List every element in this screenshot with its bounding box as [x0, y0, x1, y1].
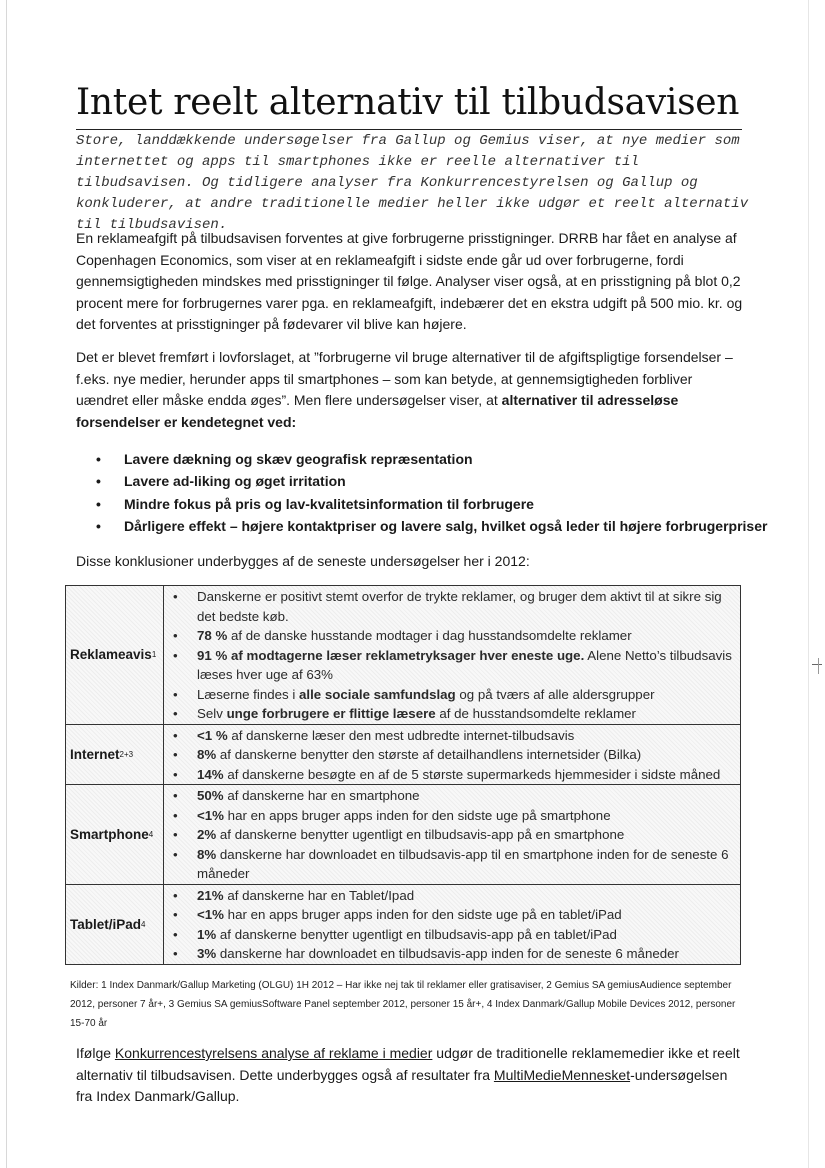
survey-item [164, 626, 740, 646]
survey-item [164, 925, 740, 945]
category-footnote: 1 [151, 650, 157, 660]
bullet-item: • Lavere dækning og skæv geografisk repræsentation [96, 448, 767, 470]
survey-item [164, 745, 740, 765]
item-text: af danskerne benytter ugentligt en tilbudsavis-app på en tablet/iPad [216, 926, 617, 942]
item-text: af danskerne besøgte en af de 5 største supermarkeds hjemmesider i sidste måned [223, 766, 721, 782]
paragraph-lovforslag-text: Det er blevet fremført i lovforslaget, at ”forbrugerne vil bruge alternativer til de afgiftspligtige forsendelser – f.eks. nye medier, herunder apps til smartphones – som kan betyde, at gennemsigtigheden forbliver uændret eller måske endda øges”. Men flere undersøgelser viser, at [76, 349, 733, 409]
category-footnote: 4 [141, 919, 146, 929]
item-bold: 21% [197, 887, 224, 903]
sources-footnote: Kilder: 1 Index Danmark/Gallup Marketing (OLGU) 1H 2012 – Har ikke nej tak til reklamer eller gratisaviser, 2 Gemius SA gemiusAudience september 2012, personer 7 år+, 3 Gemius SA gemiusSoftware Panel september 2012, personer 15 år+, 4 Index Danmark/Gallup Mobile Devices 2012, personer 15-70 år [70, 980, 736, 1029]
survey-item [164, 886, 740, 906]
bullet-item: • Lavere ad-liking og øget irritation [96, 470, 767, 492]
closing-paragraph [76, 1043, 744, 1108]
item-bold: 8% [197, 846, 217, 862]
item-text: af danskerne har en smartphone [223, 788, 420, 803]
item-text: af danskerne benytter den største af detailhandlens internetsider (Bilka) [216, 747, 642, 762]
survey-category [66, 885, 164, 964]
item-bold: 2% [197, 827, 217, 842]
survey-item [164, 905, 740, 925]
item-text: danskerne har downloadet en tilbudsavis-app inden for de seneste 6 måneder [216, 946, 679, 961]
item-text: Alene Netto’s tilbudsavis læses hver uge af 63% [197, 647, 732, 682]
survey-item-list [164, 586, 740, 724]
item-text: af danskerne læser den mest udbredte internet-tilbudsavis [227, 727, 575, 743]
margin-mark-vertical [818, 658, 819, 674]
item-bold: unge forbrugere er flittige læsere [226, 706, 436, 721]
item-bold: 1% [197, 926, 217, 942]
item-text: har en apps bruger apps inden for den sidste uge på en tablet/iPad [223, 907, 622, 922]
category-footnote: 4 [148, 829, 154, 839]
item-bold: 91 % af modtagerne læser reklametryksager hver eneste uge. [197, 647, 585, 663]
bullet-list [96, 448, 767, 537]
scan-edge-right [808, 0, 809, 1168]
item-bold: 8% [197, 747, 217, 762]
category-label: Internet [70, 746, 120, 762]
survey-row-smartphone [66, 784, 740, 884]
item-bold: alle sociale samfundslag [299, 686, 456, 702]
survey-item [164, 704, 740, 724]
table-intro: Disse konklusioner underbygges af de seneste undersøgelser her i 2012: [76, 553, 530, 569]
item-bold: 3% [197, 946, 217, 961]
item-tail: af de husstandsomdelte reklamer [435, 706, 636, 721]
item-bold: 50% [197, 788, 224, 803]
scan-edge-left [6, 0, 7, 1168]
survey-item [164, 685, 740, 705]
category-label: Reklameavis [70, 647, 152, 663]
category-label: Smartphone [70, 826, 149, 842]
item-tail: og på tværs af alle aldersgrupper [455, 686, 655, 702]
item-text: har en apps bruger apps inden for den sidste uge på smartphone [223, 807, 611, 823]
item-text: af de danske husstande modtager i dag husstandsomdelte reklamer [227, 628, 632, 643]
lead-paragraph: Store, landdækkende undersøgelser fra Gallup og Gemius viser, at nye medier som internettet og apps til smartphones ikke er reelle alternativer til tilbudsavisen. Og tidligere analyser fra Konkurrencestyrelsen og Gallup og konkluderer, at andre traditionelle medier heller ikke udgør et reelt alternativ til tilbudsavisen. [76, 133, 749, 233]
survey-item [164, 944, 740, 964]
paragraph-lovforslag [76, 347, 746, 433]
survey-item [164, 806, 740, 826]
survey-item [164, 726, 740, 746]
bullet-item: • Dårligere effekt – højere kontaktpriser og lavere salg, hvilket også leder til højere forbrugerpriser [96, 515, 767, 537]
survey-item [164, 845, 740, 884]
survey-row-reklameavis [66, 586, 740, 724]
survey-item [164, 765, 740, 785]
survey-item [164, 786, 740, 806]
survey-item [164, 587, 740, 626]
item-bold: <1% [197, 907, 224, 922]
item-text: Selv [197, 706, 227, 721]
paragraph-reklameafgift: En reklameafgift på tilbudsavisen forventes at give forbrugerne prisstigninger. DRRB har fået en analyse af Copenhagen Economics, som viser at en reklameafgift i sidste ende går ud over forbrugerne, fordi gennemsigtigheden mindskes med prisstigninger til følge. Analyser viser også, at en prisstigning på blot 0,2 procent mere for forbrugernes varer pga. en reklameafgift, indebærer det en ekstra udgift på 500 mio. kr. og det forventes at prisstigninger på fødevarer vil blive kan højere. [76, 230, 743, 333]
title-rule [76, 129, 742, 130]
survey-item [164, 825, 740, 845]
closing-text: udgør de traditionelle reklamemedier ikke et reelt alternativ til tilbudsavisen. Dette underbygges også af resultater fra [76, 1045, 740, 1083]
item-bold: <1 % [197, 727, 228, 743]
item-bold: 14% [197, 766, 224, 782]
category-label: Tablet/iPad [70, 916, 142, 932]
survey-item-list [164, 885, 740, 964]
page-title: Intet reelt alternativ til tilbudsavisen [76, 82, 740, 123]
multimediemennesket-link[interactable]: MultiMedieMennesket [493, 1066, 631, 1083]
survey-category [66, 586, 164, 724]
survey-item-list [164, 785, 740, 884]
survey-row-tablet [66, 884, 740, 964]
item-bold: <1% [197, 807, 224, 823]
margin-mark [812, 664, 822, 665]
item-text: Læserne findes i [197, 686, 299, 702]
category-footnote: 2+3 [119, 749, 134, 759]
survey-table [65, 585, 741, 965]
closing-text: -undersøgelsen fra Index Danmark/Gallup. [76, 1066, 728, 1105]
survey-category [66, 725, 164, 785]
bullet-item: • Mindre fokus på pris og lav-kvalitetsinformation til forbrugere [96, 493, 767, 515]
paragraph-lovforslag-bold: alternativer til adresseløse forsendelser er kendetegnet ved: [76, 392, 679, 430]
closing-text: Ifølge [76, 1045, 115, 1061]
survey-category [66, 785, 164, 884]
item-text: danskerne har downloadet en tilbudsavis-app til en smartphone inden for de seneste 6 måneder [197, 846, 729, 881]
konkurrencestyrelsen-link[interactable]: Konkurrencestyrelsens analyse af reklame i medier [114, 1045, 433, 1061]
item-bold: 78 % [197, 628, 228, 643]
item-text: af danskerne har en Tablet/Ipad [223, 887, 415, 903]
item-text: Danskerne er positivt stemt overfor de trykte reklamer, og bruger dem aktivt til at sikre sig det bedste køb. [197, 589, 722, 624]
item-text: af danskerne benytter ugentligt en tilbudsavis-app på en smartphone [216, 827, 625, 842]
survey-item-list [164, 725, 740, 785]
survey-row-internet [66, 724, 740, 785]
survey-item [164, 646, 740, 685]
